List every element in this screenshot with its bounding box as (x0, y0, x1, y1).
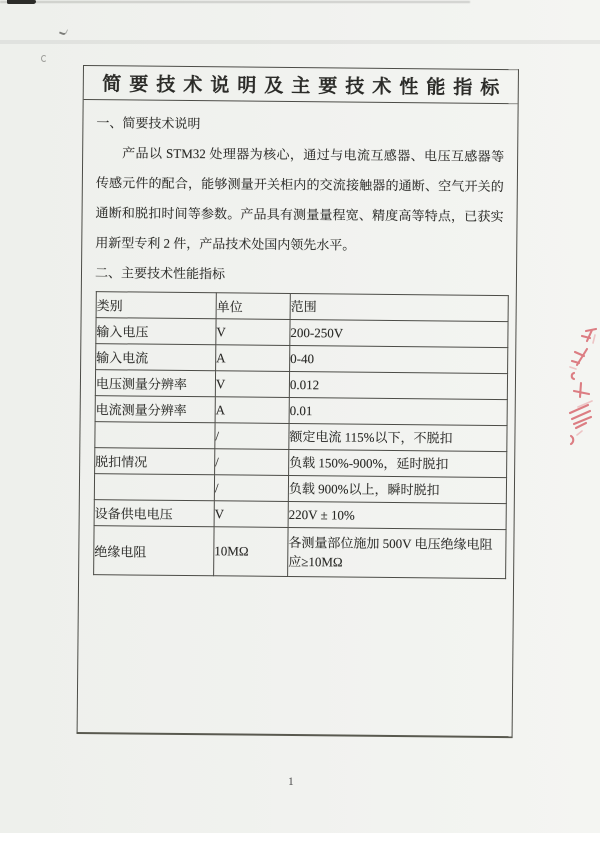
cell-unit: A (215, 397, 289, 424)
page-number: 1 (288, 776, 294, 788)
cell-range: 各测量部位施加 500V 电压绝缘电阻应≥10MΩ (288, 527, 506, 578)
table-row (94, 500, 506, 530)
dust-speck (41, 55, 47, 62)
table-row (95, 370, 507, 400)
col-header-unit: 单位 (216, 293, 290, 320)
red-seal-fragment-icon (562, 325, 600, 449)
table-row (94, 474, 506, 504)
cell-range: 0.012 (289, 371, 507, 399)
document-title-band (84, 66, 518, 104)
cell-category (94, 474, 214, 501)
section-2-heading: 二、主要技术性能指标 (94, 265, 226, 282)
cell-range: 220V ± 10% (288, 501, 506, 529)
cell-range: 0-40 (290, 345, 508, 373)
table-row (94, 526, 506, 579)
cell-unit: / (215, 449, 289, 476)
cell-category: 脱扣情况 (95, 448, 215, 475)
section-1-paragraph: 产品以 STM32 处理器为核心，通过与电流互感器、电压互感器等传感元件的配合，能够测量开关柜内的交流接触器的通断、空气开关的通断和脱扣时间等参数。产品具有测量量程宽、精度高等特点，已获实用新型专利 2 件，产品技术处国内领先水平。 (95, 145, 505, 253)
cell-category (95, 422, 215, 449)
document-frame (77, 65, 519, 738)
scan-edge-blob (7, 0, 36, 4)
cell-unit: A (216, 345, 290, 372)
cell-category: 绝缘电阻 (94, 526, 214, 576)
cell-unit: V (215, 371, 289, 398)
cell-category: 输入电压 (96, 318, 216, 345)
cell-unit: V (214, 501, 288, 528)
cell-category: 电流测量分辨率 (95, 396, 215, 423)
cell-range: 额定电流 115%以下，不脱扣 (289, 423, 507, 451)
cell-category: 设备供电电压 (94, 500, 214, 527)
cell-range: 0.01 (289, 397, 507, 425)
table-row (95, 396, 507, 426)
table-row (95, 422, 507, 452)
scan-bottom-strip (0, 833, 600, 846)
cell-unit: / (215, 423, 289, 450)
table-header-row (96, 292, 508, 322)
cell-range: 负载 900%以上，瞬时脱扣 (288, 475, 506, 503)
scan-band-artifact (0, 40, 600, 44)
cell-range: 200-250V (290, 319, 508, 347)
cell-range: 负载 150%-900%，延时脱扣 (289, 449, 507, 477)
section-1-heading: 一、简要技术说明 (96, 115, 201, 132)
table-row (96, 318, 508, 348)
scan-edge-artifact (0, 1, 470, 3)
cell-unit: V (216, 319, 290, 346)
cell-category: 输入电流 (96, 344, 216, 371)
document-body (79, 108, 517, 579)
cell-unit: / (214, 475, 288, 502)
table-row (96, 344, 508, 374)
page-title: 简要技术说明及主要技术性能指标 (102, 74, 508, 100)
spec-table (93, 291, 509, 579)
col-header-range: 范围 (290, 294, 508, 322)
table-row (95, 448, 507, 478)
cell-category: 电压测量分辨率 (95, 370, 215, 397)
col-header-category: 类别 (96, 292, 216, 319)
cell-unit: 10MΩ (214, 527, 288, 577)
